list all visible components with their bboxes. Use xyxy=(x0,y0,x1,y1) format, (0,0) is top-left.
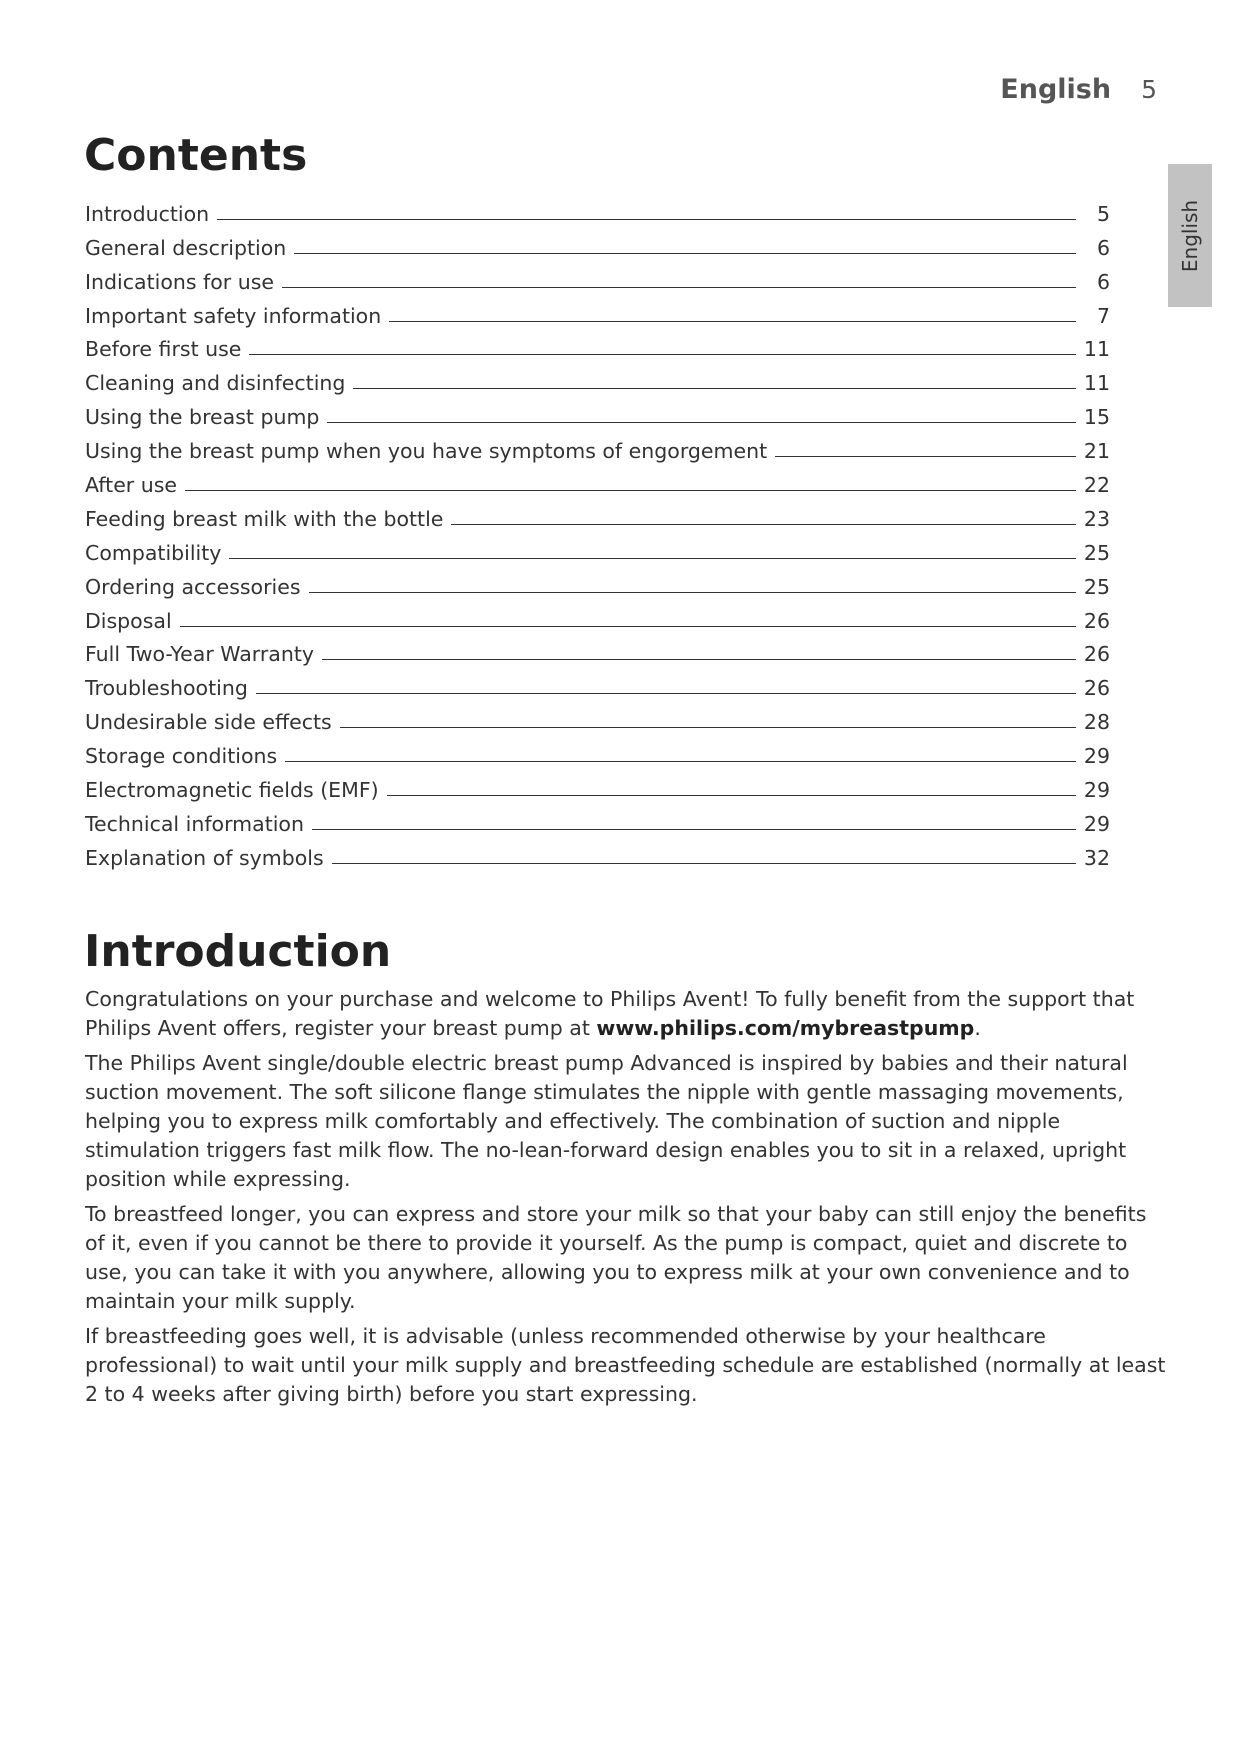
introduction-title: Introduction xyxy=(84,926,392,977)
toc-leader xyxy=(180,626,1076,627)
toc-item-engorgement[interactable] xyxy=(85,429,1110,463)
toc-item-emf[interactable] xyxy=(85,768,1110,802)
toc-item-using-the-breast-pump[interactable] xyxy=(85,395,1110,429)
toc-item-label: Using the breast pump when you have symptoms of engorgement xyxy=(85,439,768,464)
toc-leader xyxy=(185,490,1076,491)
page-number: 5 xyxy=(1141,75,1157,104)
toc-item-page: 11 xyxy=(1083,337,1110,362)
toc-item-label: Disposal xyxy=(85,608,172,633)
toc-item-label: Compatibility xyxy=(85,540,222,565)
toc-leader xyxy=(332,863,1076,864)
toc-item-label: General description xyxy=(85,235,287,260)
toc-item-page: 25 xyxy=(1083,540,1110,565)
toc-item-technical-information[interactable] xyxy=(85,802,1110,836)
toc-item-introduction[interactable] xyxy=(85,192,1110,226)
toc-item-after-use[interactable] xyxy=(85,463,1110,497)
toc-item-undesirable-side-effects[interactable] xyxy=(85,700,1110,734)
intro-paragraph-1-end: . xyxy=(974,1016,981,1040)
toc-item-explanation-of-symbols[interactable] xyxy=(85,836,1110,870)
toc-leader xyxy=(322,659,1076,660)
toc-item-page: 23 xyxy=(1083,506,1110,531)
toc-leader xyxy=(387,795,1076,796)
toc-item-label: Storage conditions xyxy=(85,744,278,769)
intro-paragraph-3: To breastfeed longer, you can express and store your milk so that your baby can still enjoy the benefits of it, even if you cannot be there to provide it yourself. As the pump is compact, quiet and discrete to use, you can take it with you anywhere, allowing you to express milk at your own convenience and to maintain your milk supply. xyxy=(85,1202,1147,1313)
toc-item-page: 11 xyxy=(1083,371,1110,396)
toc-item-page: 29 xyxy=(1083,811,1110,836)
intro-paragraph-2: The Philips Avent single/double electric breast pump Advanced is inspired by babies and their natural suction movement. The soft silicone flange stimulates the nipple with gentle massaging movements, helping you to express milk comfortably and effectively. The combination of suction and nipple stimulation triggers fast milk flow. The no-lean-forward design enables you to sit in a relaxed, upright position while expressing. xyxy=(85,1051,1128,1191)
toc-item-before-first-use[interactable] xyxy=(85,328,1110,362)
toc-item-disposal[interactable] xyxy=(85,599,1110,633)
page-header xyxy=(1000,74,1157,105)
side-tab-label: English xyxy=(1178,199,1202,272)
toc-item-warranty[interactable] xyxy=(85,633,1110,667)
toc-item-page: 6 xyxy=(1096,235,1110,260)
toc-item-label: Cleaning and disinfecting xyxy=(85,371,346,396)
toc-item-label: Introduction xyxy=(85,201,210,226)
toc-leader xyxy=(256,693,1076,694)
toc-item-page: 26 xyxy=(1083,642,1110,667)
toc-item-page: 29 xyxy=(1083,778,1110,803)
toc-item-page: 26 xyxy=(1083,676,1110,701)
toc-item-page: 25 xyxy=(1083,574,1110,599)
toc-leader xyxy=(312,829,1076,830)
toc-item-important-safety-information[interactable] xyxy=(85,294,1110,328)
toc-leader xyxy=(451,524,1076,525)
toc-leader xyxy=(327,422,1076,423)
toc-item-label: Ordering accessories xyxy=(85,574,301,599)
toc-leader xyxy=(294,253,1076,254)
intro-paragraph-1-text: Congratulations on your purchase and welcome to Philips Avent! To fully benefit from the support that Philips Avent offers, register your breast pump at xyxy=(85,987,1135,1040)
toc-item-page: 15 xyxy=(1083,405,1110,430)
toc-item-label: Indications for use xyxy=(85,269,275,294)
toc-leader xyxy=(309,592,1076,593)
toc-leader xyxy=(282,287,1076,288)
toc-item-label: After use xyxy=(85,473,178,498)
toc-item-page: 29 xyxy=(1083,744,1110,769)
toc-item-compatibility[interactable] xyxy=(85,531,1110,565)
toc-item-troubleshooting[interactable] xyxy=(85,666,1110,700)
toc-item-feeding-breast-milk[interactable] xyxy=(85,497,1110,531)
toc-item-label: Technical information xyxy=(85,811,304,836)
toc-item-page: 5 xyxy=(1096,201,1110,226)
table-of-contents xyxy=(85,192,1110,870)
toc-item-label: Full Two-Year Warranty xyxy=(85,642,315,667)
toc-item-page: 6 xyxy=(1096,269,1110,294)
header-language: English xyxy=(1000,74,1112,105)
toc-item-ordering-accessories[interactable] xyxy=(85,565,1110,599)
toc-item-general-description[interactable] xyxy=(85,226,1110,260)
toc-item-page: 7 xyxy=(1096,303,1110,328)
contents-title: Contents xyxy=(84,130,308,181)
toc-item-label: Explanation of symbols xyxy=(85,845,324,870)
toc-item-label: Undesirable side effects xyxy=(85,710,332,735)
toc-item-label: Using the breast pump xyxy=(85,405,320,430)
toc-leader xyxy=(217,219,1076,220)
toc-item-page: 28 xyxy=(1083,710,1110,735)
intro-paragraph-4: If breastfeeding goes well, it is advisable (unless recommended otherwise by your healthcare professional) to wait until your milk supply and breastfeeding schedule are established (normally at least 2 to 4 weeks after giving birth) before you start expressing. xyxy=(85,1324,1166,1406)
toc-item-label: Feeding breast milk with the bottle xyxy=(85,506,444,531)
toc-item-cleaning-and-disinfecting[interactable] xyxy=(85,361,1110,395)
toc-leader xyxy=(389,321,1076,322)
toc-leader xyxy=(353,388,1076,389)
toc-item-indications-for-use[interactable] xyxy=(85,260,1110,294)
toc-item-label: Troubleshooting xyxy=(85,676,248,701)
toc-leader xyxy=(249,354,1076,355)
intro-paragraph-1 xyxy=(85,985,1170,1043)
toc-item-label: Important safety information xyxy=(85,303,382,328)
toc-item-page: 22 xyxy=(1083,473,1110,498)
toc-item-storage-conditions[interactable] xyxy=(85,734,1110,768)
toc-item-page: 26 xyxy=(1083,608,1110,633)
toc-leader xyxy=(340,727,1076,728)
toc-item-label: Before first use xyxy=(85,337,242,362)
language-side-tab xyxy=(1168,164,1212,307)
toc-item-page: 32 xyxy=(1083,845,1110,870)
toc-item-label: Electromagnetic fields (EMF) xyxy=(85,778,379,803)
toc-item-page: 21 xyxy=(1083,439,1110,464)
toc-leader xyxy=(775,456,1076,457)
toc-leader xyxy=(229,558,1076,559)
introduction-body xyxy=(85,985,1170,1415)
registration-link[interactable]: www.philips.com/mybreastpump xyxy=(596,1016,975,1040)
toc-leader xyxy=(285,761,1076,762)
